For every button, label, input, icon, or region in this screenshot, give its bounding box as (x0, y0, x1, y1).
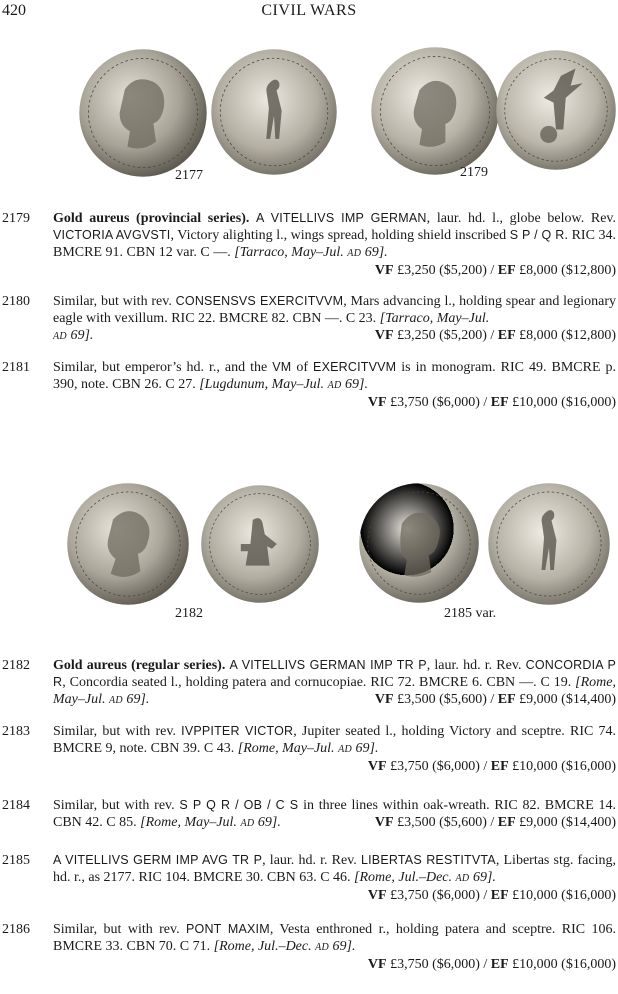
reverse-legend: LIBERTAS RESTITVTA (360, 853, 496, 867)
entry-number: 2183 (2, 724, 30, 739)
running-head: CIVIL WARS (261, 2, 357, 19)
mint-date: [Rome, Jul.–Dec. (354, 870, 456, 885)
catalogue-entry-2184 (0, 797, 618, 833)
entry-number: 2180 (2, 294, 30, 309)
grade-label: EF (497, 328, 516, 343)
entry-text: Similar, but emperor’s hd. r., and the (53, 360, 273, 375)
catalogue-entry-2186 (0, 921, 618, 973)
entry-text: is in monogram. RIC 49. BMCRE p. 390, note. CBN 26. C 27. (53, 360, 616, 392)
obverse-legend: A VITELLIVS IMP GERMAN (256, 211, 427, 225)
price: £9,000 ($14,400) (515, 692, 616, 707)
coin-plate-1 (0, 40, 618, 190)
era-abbrev: AD (338, 744, 352, 755)
mint-date-end: 69]. (352, 741, 379, 756)
price-line (375, 691, 616, 708)
entry-text: in three lines within oak-wreath. RIC 82. BMCRE 14. CBN 42. C 85. (53, 798, 617, 830)
grade-label: EF (490, 759, 509, 774)
entry-body (53, 293, 616, 344)
mint-date-end: 69]. (361, 245, 388, 260)
entry-text: Similar, but with rev. (53, 294, 176, 309)
entry-number: 2182 (2, 658, 30, 673)
price: £3,500 ($5,600) / (393, 692, 498, 707)
entry-text: , Mars advancing l., holding spear and legionary eagle with vexillum. RIC 22. BMCRE 82. CBN —. C 23. (53, 294, 617, 326)
entry-text: of (291, 360, 314, 375)
entry-number: 2181 (2, 360, 30, 375)
catalogue-entry-2182 (0, 657, 618, 709)
entry-body (53, 852, 616, 904)
catalogue-entry-2179 (0, 210, 618, 280)
reverse-legend: IVPPITER VICTOR (181, 724, 294, 738)
coin-2179-reverse (495, 46, 617, 174)
entry-text: , laur. hd. r. Rev. (262, 853, 361, 868)
obverse-legend: A VITELLIVS GERM IMP AVG TR P (53, 853, 263, 867)
entry-body (53, 210, 616, 279)
price: £3,250 ($5,200) / (393, 263, 498, 278)
coin-2185-obverse (355, 482, 483, 604)
catalogue-entry-2183 (0, 723, 618, 775)
era-note (53, 327, 93, 345)
entry-text: , Concordia seated l., holding patera and cornucopiae. RIC 72. BMCRE 6. CBN —. C 19. (62, 675, 576, 690)
era-abbrev: AD (347, 248, 362, 259)
price-line (53, 327, 616, 344)
mint-date-end: 69]. (469, 870, 496, 885)
coin-2177-obverse (78, 48, 208, 178)
entry-title: Gold aureus (regular series). (53, 658, 226, 673)
price: £10,000 ($16,000) (508, 759, 616, 774)
price-line (375, 814, 616, 831)
coin-2179-obverse (370, 44, 500, 178)
price: £3,250 ($5,200) / (393, 328, 498, 343)
price-line (53, 887, 616, 904)
mint-date: [Rome, May–Jul. (140, 815, 241, 830)
mint-date-end: 69]. (341, 377, 368, 392)
era-abbrev: AD (315, 942, 330, 953)
price: £3,750 ($6,000) / (386, 957, 491, 972)
grade-label: VF (367, 888, 387, 903)
entry-text: , laur. hd. l., globe below. Rev. (426, 211, 617, 226)
entry-body (53, 723, 616, 775)
era-abbrev: AD (108, 695, 123, 706)
grade-label: EF (497, 692, 516, 707)
coin-2185-reverse (486, 482, 612, 606)
reverse-legend: PONT MAXIM (186, 922, 270, 936)
entry-text: . RIC 34. BMCRE 91. CBN 12 var. C —. (53, 228, 617, 260)
era-abbrev: AD (53, 331, 67, 342)
mint-date: [Rome, May–Jul. (53, 675, 616, 707)
price: £8,000 ($12,800) (515, 263, 616, 278)
mint-date: [Rome, Jul.–Dec. (213, 939, 316, 954)
grade-label: EF (490, 888, 509, 903)
entry-body (53, 657, 616, 709)
entry-text: Similar, but with rev. (53, 922, 186, 937)
era-abbrev: AD (240, 818, 255, 829)
entry-body (53, 359, 616, 411)
price-line (53, 956, 616, 973)
grade-label: EF (490, 395, 509, 410)
mint-date-end: 69]. (254, 815, 281, 830)
price: £3,750 ($6,000) / (386, 759, 491, 774)
reverse-legend: VM (272, 360, 292, 374)
entry-text: , Jupiter seated l., holding Victory and sceptre. RIC 74. BMCRE 9, note. CBN 39. C 43. (53, 724, 616, 756)
entry-number: 2185 (2, 853, 30, 868)
grade-label: VF (367, 759, 387, 774)
entry-body (53, 797, 616, 832)
entry-text: Similar, but with rev. (53, 724, 182, 739)
mint-date: [Lugdunum, May–Jul. (199, 377, 328, 392)
reverse-legend: CONCORDIA P R (53, 658, 617, 689)
price-line (53, 394, 616, 411)
reverse-legend: S P / Q R (509, 228, 565, 242)
plate-caption: 2177 (175, 168, 203, 183)
grade-label: VF (367, 395, 387, 410)
page-header (0, 2, 618, 26)
mint-date-end: 69]. (122, 692, 150, 707)
coin-2182-reverse (200, 484, 320, 604)
entry-text: , Vesta enthroned r., holding patera and sceptre. RIC 106. BMCRE 33. CBN 70. C 71. (53, 922, 617, 954)
grade-label: VF (374, 815, 394, 830)
reverse-legend: CONSENSVS EXERCITVVM (175, 294, 344, 308)
catalogue-entry-2185 (0, 852, 618, 904)
mint-date-end: 69]. (66, 328, 94, 343)
entry-text: , laur. hd. r. Rev. (426, 658, 526, 673)
grade-label: VF (374, 692, 394, 707)
price: £8,000 ($12,800) (515, 328, 616, 343)
plate-caption: 2185 var. (444, 606, 497, 621)
entry-text: , Libertas stg. facing, hd. r., as 2177. RIC 104. BMCRE 30. CBN 63. C 46. (53, 853, 617, 885)
catalogue-entry-2181 (0, 359, 618, 411)
price: £3,750 ($6,000) / (386, 888, 491, 903)
coin-plate-2 (0, 480, 618, 630)
entry-text: , Victory alighting l., wings spread, holding shield inscribed (170, 228, 510, 243)
grade-label: VF (367, 957, 387, 972)
price: £10,000 ($16,000) (508, 395, 616, 410)
price: £10,000 ($16,000) (508, 888, 616, 903)
price: £9,000 ($14,400) (515, 815, 616, 830)
price-line (53, 758, 616, 775)
entry-body (53, 921, 616, 973)
mint-date: [Tarraco, May–Jul. (234, 245, 348, 260)
price: £3,750 ($6,000) / (386, 395, 491, 410)
mint-date: [Tarraco, May–Jul. (379, 311, 490, 326)
reverse-legend: EXERCITVVM (313, 360, 397, 374)
entry-number: 2179 (2, 211, 30, 226)
reverse-legend: S P Q R / OB / C S (179, 798, 299, 812)
grade-label: EF (497, 263, 516, 278)
coin-2177-reverse (210, 48, 338, 176)
grade-label: EF (490, 957, 509, 972)
grade-label: VF (374, 263, 394, 278)
mint-date-end: 69]. (329, 939, 356, 954)
era-abbrev: AD (455, 873, 470, 884)
page-number: 420 (2, 2, 26, 19)
reverse-legend: VICTORIA AVGVSTI (53, 228, 171, 242)
coin-2182-obverse (64, 482, 192, 606)
catalogue-entry-2180 (0, 293, 618, 345)
era-abbrev: AD (327, 380, 342, 391)
entry-number: 2186 (2, 922, 30, 937)
plate-caption: 2182 (175, 606, 203, 621)
entry-text: Similar, but with rev. (53, 798, 180, 813)
entry-title: Gold aureus (provincial series). (53, 211, 250, 226)
price: £3,500 ($5,600) / (393, 815, 498, 830)
price: £10,000 ($16,000) (508, 957, 616, 972)
obverse-legend: A VITELLIVS GERMAN IMP TR P (229, 658, 427, 672)
entry-number: 2184 (2, 798, 30, 813)
grade-label: EF (497, 815, 516, 830)
grade-label: VF (374, 328, 394, 343)
mint-date: [Rome, May–Jul. (237, 741, 339, 756)
price-line (53, 262, 616, 279)
plate-caption: 2179 (460, 165, 488, 180)
